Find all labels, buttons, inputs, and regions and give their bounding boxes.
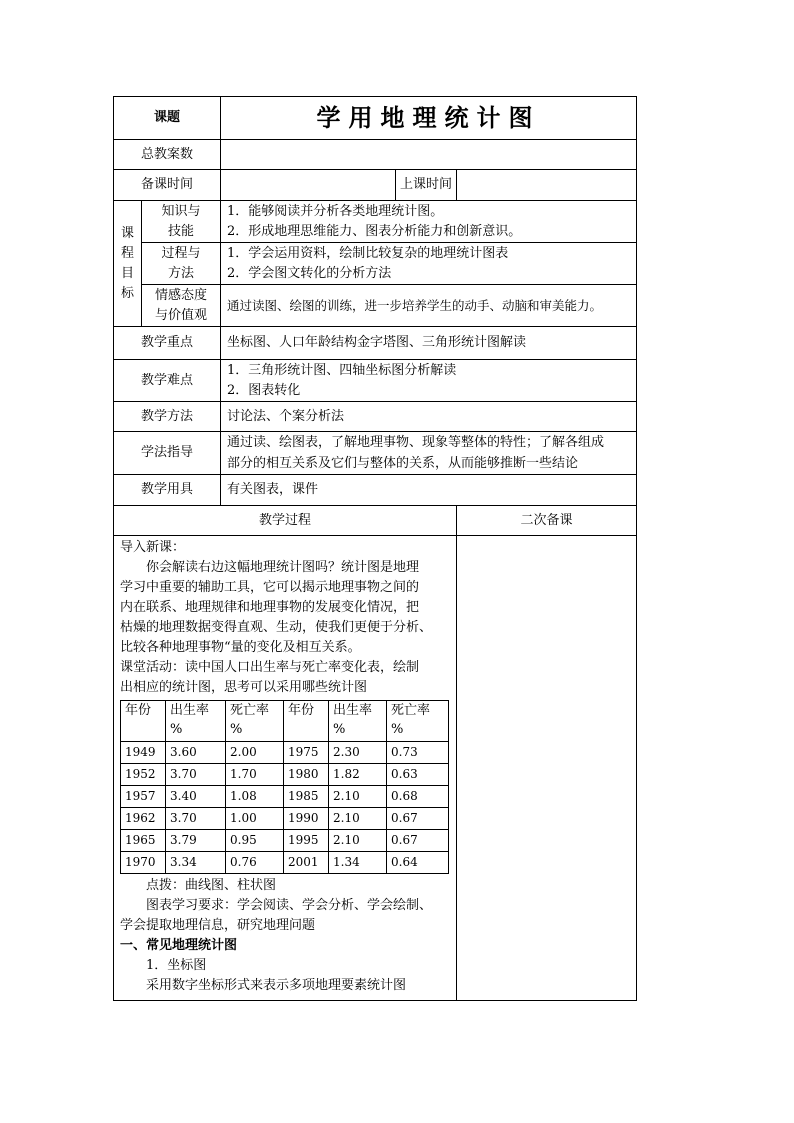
subsection-heading: 1．坐标图 (146, 958, 207, 973)
table-header-row (121, 701, 449, 742)
table-cell: 3.60 (166, 742, 226, 764)
table-cell: 1980 (284, 764, 329, 786)
table-cell: 1.08 (226, 786, 284, 808)
table-row (121, 852, 449, 874)
goal-label-line: 方法 (168, 265, 195, 281)
activity-line: 课堂活动：读中国人口出生率与死亡率变化表，绘制 (120, 660, 420, 675)
table-header-cell: 死亡率 % (226, 701, 284, 742)
key-points-value: 坐标图、人口年龄结构金字塔图、三角形统计图解读 (221, 327, 637, 360)
table-cell: 0.67 (387, 830, 449, 852)
table-cell: 1985 (284, 786, 329, 808)
secondary-notes-cell (457, 536, 637, 1001)
goal-label-attitude (142, 285, 221, 327)
difficulties-row (114, 360, 637, 402)
table-cell: 0.95 (226, 830, 284, 852)
table-cell: 1970 (121, 852, 166, 874)
tools-row (114, 475, 637, 506)
table-cell: 2.10 (329, 830, 387, 852)
goal-content-knowledge (221, 201, 637, 243)
total-cases-value (221, 140, 637, 170)
lesson-plan-table (113, 96, 637, 1001)
table-row (121, 764, 449, 786)
intro-line: 比较各种地理事物“量的变化及相互关系。 (120, 640, 361, 655)
table-cell: 3.70 (166, 808, 226, 830)
goals-label-char: 程 (120, 245, 134, 261)
title-row (114, 97, 637, 140)
intro-line: 你会解读右边这幅地理统计图吗？统计图是地理 (146, 560, 420, 575)
table-cell: 2001 (284, 852, 329, 874)
goals-label-char: 课 (120, 225, 134, 241)
table-header-cell: 死亡率 % (387, 701, 449, 742)
guidance-line: 通过读、绘图表，了解地理事物、现象等整体的特性；了解各组成 (227, 435, 605, 450)
goals-label (114, 201, 142, 327)
table-cell: 3.79 (166, 830, 226, 852)
section-heading: 一、常见地理统计图 (120, 938, 238, 953)
guidance-label: 学法指导 (114, 432, 221, 475)
goal-row-process (114, 243, 637, 285)
goal-label-line: 知识与 (161, 203, 201, 219)
requirement-line: 图表学习要求：学会阅读、学会分析、学会绘制、 (146, 898, 433, 913)
table-cell: 1995 (284, 830, 329, 852)
difficulties-value (221, 360, 637, 402)
table-cell: 2.30 (329, 742, 387, 764)
table-cell: 1952 (121, 764, 166, 786)
goal-row-attitude (114, 285, 637, 327)
intro-title: 导入新课： (120, 540, 186, 555)
table-header-cell: 出生率 % (166, 701, 226, 742)
goal-label-line: 过程与 (161, 245, 201, 261)
process-header-row (114, 506, 637, 536)
goal-content-line: 1．能够阅读并分析各类地理统计图。 (227, 203, 444, 219)
table-cell: 0.68 (387, 786, 449, 808)
tools-label: 教学用具 (114, 475, 221, 506)
guidance-line: 部分的相互关系及它们与整体的关系，从而能够推断一些结论 (227, 456, 579, 471)
guidance-value (221, 432, 637, 475)
methods-label: 教学方法 (114, 402, 221, 432)
table-cell: 3.40 (166, 786, 226, 808)
table-cell: 1965 (121, 830, 166, 852)
intro-line: 枯燥的地理数据变得直观、生动，使我们更便于分析、 (120, 620, 433, 635)
goals-label-char: 目 (120, 265, 134, 281)
key-points-row (114, 327, 637, 360)
process-header: 教学过程 (114, 506, 457, 536)
table-cell: 1990 (284, 808, 329, 830)
time-row (114, 170, 637, 201)
goal-content-process (221, 243, 637, 285)
difficulty-line: 2．图表转化 (227, 382, 301, 398)
table-cell: 1949 (121, 742, 166, 764)
goal-label-line: 技能 (168, 223, 195, 239)
methods-row (114, 402, 637, 432)
table-cell: 2.00 (226, 742, 284, 764)
table-cell: 3.34 (166, 852, 226, 874)
difficulties-label: 教学难点 (114, 360, 221, 402)
table-cell: 0.76 (226, 852, 284, 874)
goal-content-line: 2．形成地理思维能力、图表分析能力和创新意识。 (227, 223, 522, 239)
goal-label-process (142, 243, 221, 285)
difficulty-line: 1．三角形统计图、四轴坐标图分析解读 (227, 362, 457, 378)
table-header-cell: 出生率 % (329, 701, 387, 742)
table-cell: 1.70 (226, 764, 284, 786)
table-header-cell: 年份 (284, 701, 329, 742)
intro-line: 内在联系、地理规律和地理事物的发展变化情况，把 (120, 600, 420, 615)
table-cell: 0.67 (387, 808, 449, 830)
table-cell: 1.00 (226, 808, 284, 830)
goal-label-knowledge (142, 201, 221, 243)
goals-label-char: 标 (120, 285, 134, 301)
requirement-line: 学会提取地理信息，研究地理问题 (120, 918, 316, 933)
total-cases-row (114, 140, 637, 170)
methods-value: 讨论法、个案分析法 (221, 402, 637, 432)
table-row (121, 786, 449, 808)
process-row (114, 536, 637, 1001)
secondary-header: 二次备课 (457, 506, 637, 536)
intro-line: 学习中重要的辅助工具，它可以揭示地理事物之间的 (120, 580, 420, 595)
table-cell: 0.64 (387, 852, 449, 874)
activity-line: 出相应的统计图，思考可以采用哪些统计图 (120, 680, 368, 695)
table-cell: 2.10 (329, 786, 387, 808)
guidance-row (114, 432, 637, 475)
goal-content-line: 2．学会图文转化的分析方法 (227, 265, 392, 281)
goal-content-line: 1．学会运用资料，绘制比较复杂的地理统计图表 (227, 245, 509, 261)
table-cell: 2.10 (329, 808, 387, 830)
tools-value: 有关图表，课件 (221, 475, 637, 506)
lesson-plan-page (113, 96, 636, 1001)
class-time-value (457, 170, 637, 201)
table-cell: 3.70 (166, 764, 226, 786)
process-content (114, 536, 457, 1001)
subsection-description: 采用数字坐标形式来表示多项地理要素统计图 (146, 978, 407, 993)
table-header-cell: 年份 (121, 701, 166, 742)
table-row (121, 742, 449, 764)
prep-time-label: 备课时间 (114, 170, 221, 201)
page-title: 学用地理统计图 (221, 97, 637, 140)
title-label: 课题 (114, 97, 221, 140)
goal-content-attitude: 通过读图、绘图的训练，进一步培养学生的动手、动脑和审美能力。 (221, 285, 637, 327)
table-cell: 0.63 (387, 764, 449, 786)
table-cell: 1.34 (329, 852, 387, 874)
hint-line: 点拨：曲线图、柱状图 (146, 878, 277, 893)
class-time-label: 上课时间 (396, 170, 457, 201)
table-row (121, 808, 449, 830)
key-points-label: 教学重点 (114, 327, 221, 360)
table-row (121, 830, 449, 852)
goal-label-line: 与价值观 (155, 307, 208, 323)
goal-label-line: 情感态度 (155, 287, 208, 303)
table-cell: 1975 (284, 742, 329, 764)
table-cell: 0.73 (387, 742, 449, 764)
goal-row-knowledge (114, 201, 637, 243)
table-cell: 1957 (121, 786, 166, 808)
table-cell: 1962 (121, 808, 166, 830)
birth-death-rate-table (120, 700, 449, 874)
prep-time-value (221, 170, 396, 201)
table-cell: 1.82 (329, 764, 387, 786)
total-cases-label: 总教案数 (114, 140, 221, 170)
